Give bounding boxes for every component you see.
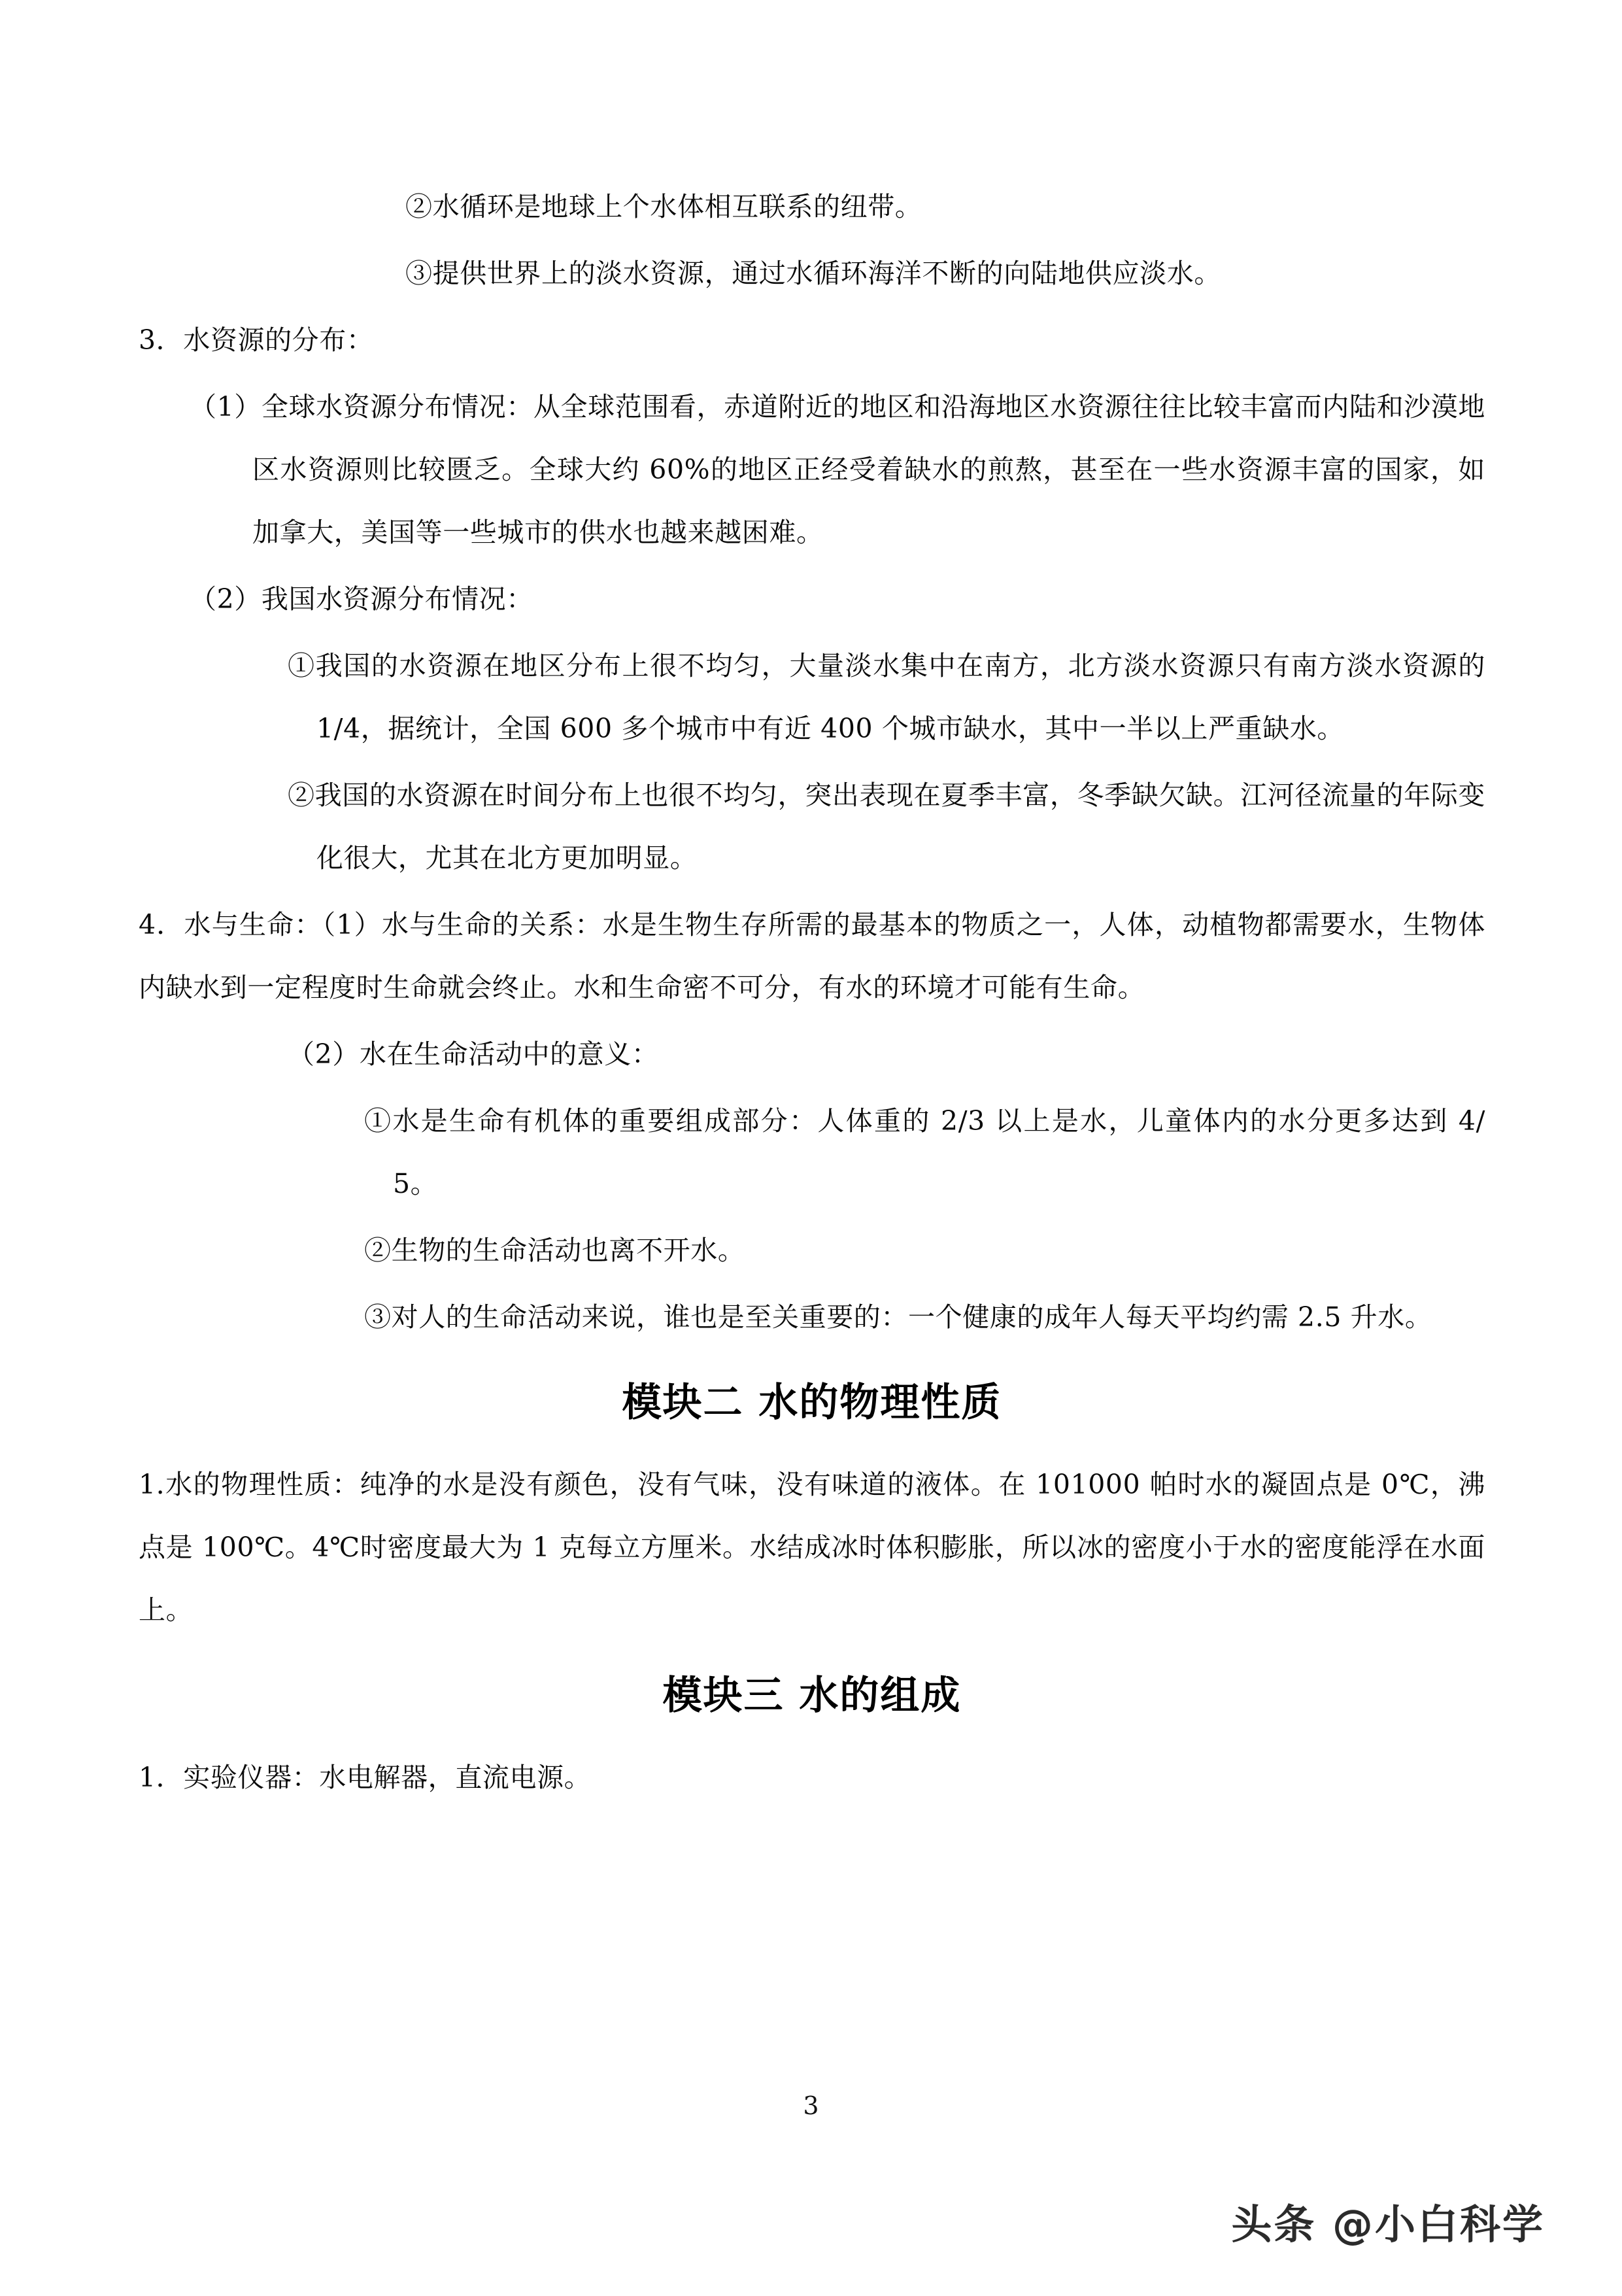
- paragraph-section-3-2: （2）我国水资源分布情况：: [190, 583, 533, 615]
- paragraph-section-3-1: （1）全球水资源分布情况：从全球范围看，赤道附近的地区和沿海地区水资源往往比较丰富而内陆和沙漠地区水资源则比较匮乏。全球大约 60%的地区正经受着缺水的煎熬，甚至在一些水资源丰富的国家，如加拿大，美国等一些城市的供水也越来越困难。: [190, 391, 1485, 548]
- paragraph-section-4-2-item-2: ②生物的生命活动也离不开水。: [364, 1235, 745, 1266]
- paragraph-cycle-point-3: ③提供世界上的淡水资源，通过水循环海洋不断的向陆地供应淡水。: [405, 258, 1221, 289]
- paragraph-module-three-body: 1．实验仪器：水电解器，直流电源。: [139, 1762, 592, 1793]
- paragraph-section-3-2-item-1: ①我国的水资源在地区分布上很不均匀，大量淡水集中在南方，北方淡水资源只有南方淡水资源的 1/4，据统计，全国 600 多个城市中有近 400 个城市缺水，其中一半以上严重缺水。: [288, 650, 1485, 744]
- paragraph-section-3-2-item-2: ②我国的水资源在时间分布上也很不均匀，突出表现在夏季丰富，冬季缺欠缺。江河径流量的年际变化很大，尤其在北方更加明显。: [288, 780, 1485, 874]
- paragraph-section-4-2-item-3: ③对人的生命活动来说，谁也是至关重要的：一个健康的成年人每天平均约需 2.5 升水。: [364, 1301, 1432, 1333]
- paragraph-section-4-2-item-1: ①水是生命有机体的重要组成部分：人体重的 2/3 以上是水，儿童体内的水分更多达到 4/5。: [364, 1105, 1485, 1199]
- document-content: [139, 175, 1485, 1809]
- paragraph-cycle-point-2: ②水循环是地球上个水体相互联系的纽带。: [405, 191, 922, 222]
- paragraph-section-4: 4．水与生命：（1）水与生命的关系：水是生物生存所需的最基本的物质之一，人体，动植物都需要水，生物体内缺水到一定程度时生命就会终止。水和生命密不可分，有水的环境才可能有生命。: [139, 909, 1485, 1003]
- module-two-heading: 模块二 水的物理性质: [622, 1380, 1002, 1426]
- paragraph-module-two-body: 1.水的物理性质：纯净的水是没有颜色，没有气味，没有味道的液体。在 101000 帕时水的凝固点是 0℃，沸点是 100℃。4℃时密度最大为 1 克每立方厘米。水结成冰时体积膨胀，所以冰的密度小于水的密度能浮在水面上。: [139, 1469, 1485, 1626]
- watermark-logo: 头条 @小白科学: [1231, 2201, 1545, 2248]
- module-three-heading: 模块三 水的组成: [662, 1673, 962, 1719]
- heading-section-3: 3．水资源的分布：: [139, 324, 374, 356]
- page-number: 3: [803, 2091, 819, 2120]
- paragraph-section-4-2: （2）水在生命活动中的意义：: [288, 1038, 659, 1070]
